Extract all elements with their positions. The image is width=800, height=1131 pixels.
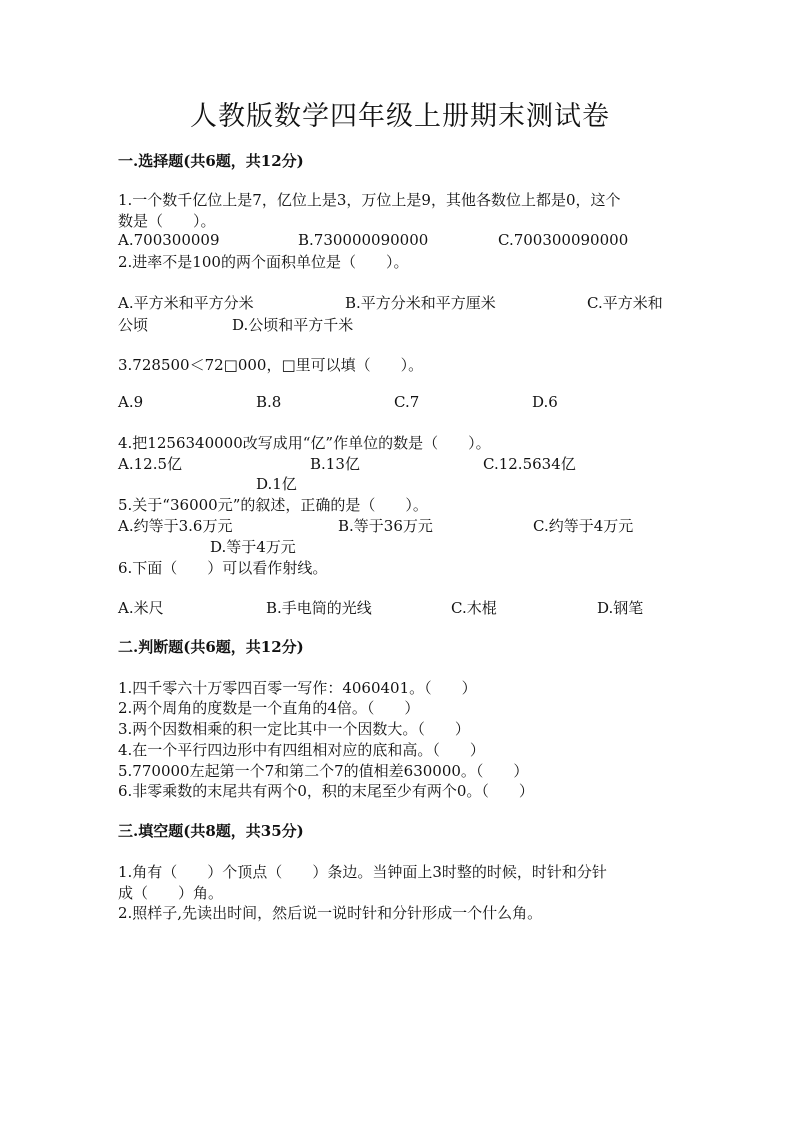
fill-q1: 1.角有（ ）个顶点（ ）条边。当钟面上3时整的时候，时针和分针 [118,863,607,881]
q6-option-b: B.手电筒的光线 [266,599,372,617]
q6-option-a: A.米尺 [118,599,164,617]
q1-stem-cont: 数是（ ）。 [118,212,216,230]
q2-stem: 2.进率不是100的两个面积单位是（ ）。 [118,253,409,271]
q3-option-b: B.8 [256,393,282,411]
q3-option-a: A.9 [118,393,144,411]
judge-item-1: 1.四千零六十万零四百零一写作：4060401。（ ） [118,679,477,697]
q1-option-c: C.700300090000 [498,231,629,249]
q5-stem: 5.关于“36000元”的叙述，正确的是（ ）。 [118,496,428,514]
q2-option-c-cont: 公顷 [118,316,149,334]
q6-option-c: C.木棍 [451,599,497,617]
q1-option-a: A.700300009 [118,231,220,249]
judge-item-4: 4.在一个平行四边形中有四组相对应的底和高。（ ） [118,741,485,759]
q1-stem: 1.一个数千亿位上是7，亿位上是3，万位上是9，其他各数位上都是0，这个 [118,191,621,209]
q4-option-c: C.12.5634亿 [483,455,576,473]
q4-option-a: A.12.5亿 [118,455,182,473]
judge-item-5: 5.770000左起第一个7和第二个7的值相差630000。（ ） [118,762,529,780]
q3-stem: 3.728500＜72□000，□里可以填（ ）。 [118,356,424,374]
q4-option-b: B.13亿 [310,455,360,473]
q1-option-b: B.730000090000 [298,231,429,249]
q4-stem: 4.把1256340000改写成用“亿”作单位的数是（ ）。 [118,434,491,452]
q2-option-d: D.公顷和平方千米 [232,316,354,334]
q6-stem: 6.下面（ ）可以看作射线。 [118,559,328,577]
judge-item-2: 2.两个周角的度数是一个直角的4倍。（ ） [118,699,420,717]
q5-option-a: A.约等于3.6万元 [118,517,233,535]
q2-option-c: C.平方米和 [587,294,663,312]
q6-option-d: D.钢笔 [597,599,644,617]
q5-option-b: B.等于36万元 [338,517,433,535]
judge-item-6: 6.非零乘数的末尾共有两个0，积的末尾至少有两个0。（ ） [118,782,534,800]
q4-option-d: D.1亿 [256,475,297,493]
fill-q1-cont: 成（ ）角。 [118,884,224,902]
q3-option-c: C.7 [394,393,420,411]
q2-option-a: A.平方米和平方分米 [118,294,254,312]
section-heading-judge: 二.判断题(共6题，共12分) [118,638,304,656]
q5-option-c: C.约等于4万元 [533,517,634,535]
fill-q2: 2.照样子,先读出时间，然后说一说时针和分针形成一个什么角。 [118,904,543,922]
page-title: 人教版数学四年级上册期末测试卷 [190,101,610,132]
q5-option-d: D.等于4万元 [210,538,296,556]
judge-item-3: 3.两个因数相乘的积一定比其中一个因数大。（ ） [118,720,470,738]
q3-option-d: D.6 [532,393,558,411]
section-heading-choice: 一.选择题(共6题，共12分) [118,152,304,170]
section-heading-fill: 三.填空题(共8题，共35分) [118,822,304,840]
q2-option-b: B.平方分米和平方厘米 [345,294,496,312]
